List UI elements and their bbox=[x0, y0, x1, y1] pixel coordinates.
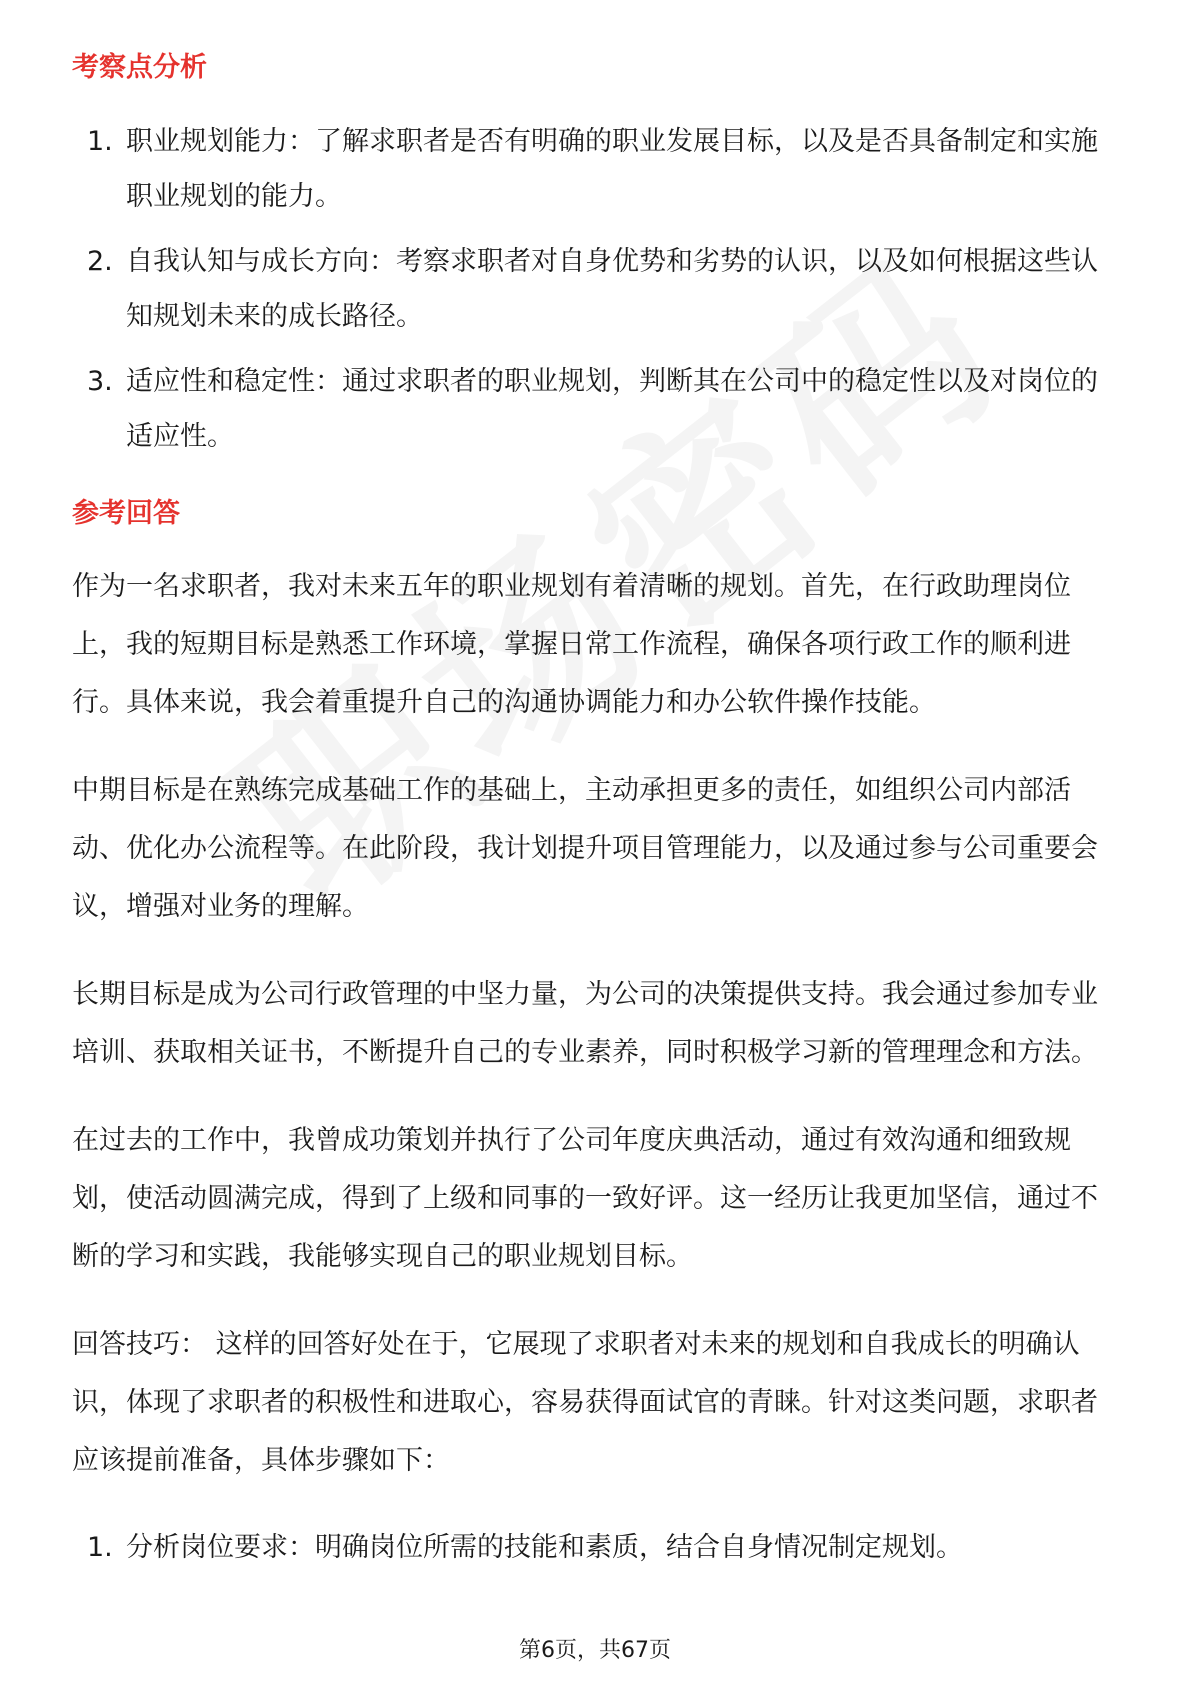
list-item-text: 职业规划能力：了解求职者是否有明确的职业发展目标，以及是否具备制定和实施职业规划的能力。 bbox=[126, 126, 1098, 212]
list-item-text: 适应性和稳定性：通过求职者的职业规划，判断其在公司中的稳定性以及对岗位的适应性。 bbox=[126, 366, 1098, 452]
list-item bbox=[72, 354, 1122, 464]
paragraph: 在过去的工作中，我曾成功策划并执行了公司年度庆典活动，通过有效沟通和细致规划，使活动圆满完成，得到了上级和同事的一致好评。这一经历让我更加坚信，通过不断的学习和实践，我能够实现自己的职业规划目标。 bbox=[72, 1125, 1098, 1272]
list-item bbox=[72, 114, 1122, 224]
list-item bbox=[72, 1520, 1122, 1575]
page-footer: 第6页，共67页 bbox=[519, 1638, 671, 1663]
paragraph: 回答技巧： 这样的回答好处在于，它展现了求职者对未来的规划和自我成长的明确认识，体现了求职者的积极性和进取心，容易获得面试官的青睐。针对这类问题，求职者应该提前准备，具体步骤如下： bbox=[72, 1329, 1098, 1476]
section-heading-reference-answer: 参考回答 bbox=[72, 498, 180, 529]
content bbox=[72, 48, 1122, 1585]
list-item bbox=[72, 234, 1122, 344]
paragraph: 中期目标是在熟练完成基础工作的基础上，主动承担更多的责任，如组织公司内部活动、优化办公流程等。在此阶段，我计划提升项目管理能力，以及通过参与公司重要会议，增强对业务的理解。 bbox=[72, 775, 1098, 922]
list-item-number: 3. bbox=[87, 366, 113, 397]
list-item-text: 自我认知与成长方向：考察求职者对自身优势和劣势的认识，以及如何根据这些认知规划未来的成长路径。 bbox=[126, 246, 1098, 332]
list-item-number: 1. bbox=[87, 126, 113, 157]
paragraph: 作为一名求职者，我对未来五年的职业规划有着清晰的规划。首先，在行政助理岗位上，我的短期目标是熟悉工作环境，掌握日常工作流程，确保各项行政工作的顺利进行。具体来说，我会着重提升自己的沟通协调能力和办公软件操作技能。 bbox=[72, 571, 1071, 718]
list-item-text: 分析岗位要求：明确岗位所需的技能和素质，结合自身情况制定规划。 bbox=[126, 1532, 963, 1563]
list-item-number: 2. bbox=[87, 246, 113, 277]
steps-list bbox=[72, 1520, 1122, 1575]
list-item-number: 1. bbox=[87, 1532, 113, 1563]
paragraph: 长期目标是成为公司行政管理的中坚力量，为公司的决策提供支持。我会通过参加专业培训、获取相关证书，不断提升自己的专业素养，同时积极学习新的管理理念和方法。 bbox=[72, 979, 1098, 1068]
analysis-list bbox=[72, 114, 1122, 464]
section-heading-analysis: 考察点分析 bbox=[72, 52, 207, 83]
